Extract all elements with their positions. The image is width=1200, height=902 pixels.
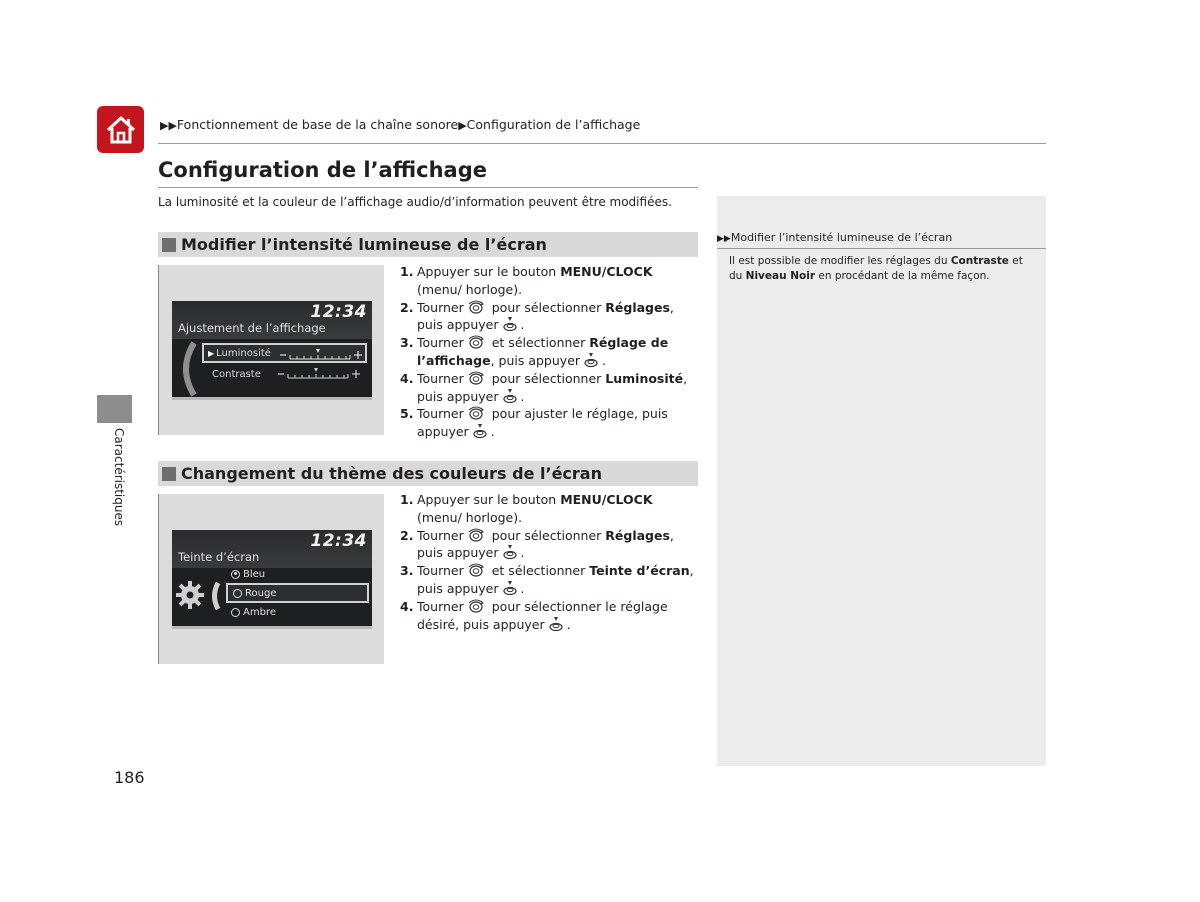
step-number: 5. [400,406,414,422]
display-screen [172,301,372,400]
step-item [400,562,698,598]
step-text: pour sélectionner [487,299,606,315]
step-text: Tourner [417,563,464,579]
theme-option-rouge[interactable] [226,583,369,603]
sidebar-bold-text: Contraste [950,255,1009,267]
section-square-icon [162,238,176,252]
chapter-label: Caractéristiques [112,428,126,527]
step-text: . [520,580,525,596]
sidebar-text: en procédant de la même façon. [815,270,990,282]
step-item [400,405,698,441]
rotate-knob-icon [467,562,485,578]
step-text: Tourner [417,299,464,315]
sidebar-body [729,254,1034,284]
section-title: Modifier l’intensité lumineuse de l’écran [181,235,547,254]
sidebar-text: Il est possible de modifier les réglages du [729,255,951,267]
display-clock: 12:34 [310,531,367,551]
chapter-tab[interactable] [97,395,132,423]
step-text: et sélectionner [487,335,590,351]
step-bold-text: Luminosité [605,370,684,386]
push-knob-icon [548,616,564,632]
step-number: 4. [400,598,414,614]
display-clock: 12:34 [310,302,367,322]
step-number: 2. [400,299,414,315]
radio-icon [233,589,242,598]
step-text: et sélectionner [487,563,590,579]
step-text: , puis appuyer [417,527,674,561]
breadcrumb [160,117,640,132]
dial-arc-icon [176,341,198,397]
step-bold-text: Teinte d’écran [589,563,690,579]
display-bottom-bar [172,626,372,629]
contrast-slider[interactable] [278,367,363,381]
step-text: , puis appuyer [417,299,674,333]
section-header-brightness [158,232,698,257]
radio-selected-icon [231,570,240,579]
display-title: Ajustement de l’affichage [178,321,326,335]
rotate-knob-icon [467,598,485,614]
step-item [400,299,698,335]
step-item [400,263,698,299]
breadcrumb-current: Configuration de l’affichage [466,117,641,132]
dial-arc-icon [210,582,222,610]
steps-list-color-theme [400,491,698,633]
step-text: . [520,388,525,404]
push-knob-icon [502,388,518,404]
gear-icon [175,580,205,610]
step-item [400,370,698,406]
contrast-row[interactable] [202,364,367,384]
rotate-knob-icon [467,334,485,350]
home-button[interactable] [97,106,144,153]
display-title: Teinte d’écran [178,550,260,564]
step-item [400,527,698,563]
rotate-knob-icon [467,405,485,421]
section-header-color-theme [158,461,698,486]
step-text: . [520,317,525,333]
brightness-label: Luminosité [216,347,271,359]
display-screen [172,530,372,629]
page-title: Configuration de l’affichage [158,158,487,182]
push-knob-icon [583,352,599,368]
step-number: 1. [400,264,414,279]
step-text: , puis appuyer [417,563,694,596]
sidebar-heading-text: Modifier l’intensité lumineuse de l’écran [730,231,953,244]
sidebar-heading[interactable] [717,231,1046,249]
step-text: (menu/ horloge). [417,281,523,297]
section-title: Changement du thème des couleurs de l’écran [181,464,602,483]
theme-option-ambre[interactable] [226,602,369,622]
step-text: . [566,616,571,632]
step-number: 2. [400,527,414,543]
step-number: 1. [400,492,414,507]
theme-option-label: Rouge [245,587,277,599]
step-text: , puis appuyer [490,352,581,368]
contrast-label: Contraste [212,368,261,380]
rotate-knob-icon [467,370,485,386]
step-text: Tourner [417,370,464,386]
step-text: Appuyer sur le bouton [417,264,561,279]
brightness-row[interactable] [202,343,367,363]
push-knob-icon [502,580,518,596]
reference-marker-icon: ▶▶ [717,234,731,244]
push-knob-icon [472,423,488,439]
step-bold-text: Réglage de l’affichage [417,335,669,368]
step-bold-text: MENU/CLOCK [560,264,653,279]
step-number: 4. [400,370,414,386]
step-text: Appuyer sur le bouton [417,492,561,507]
breadcrumb-separator: ▶ [458,119,467,132]
step-bold-text: MENU/CLOCK [560,492,653,507]
sidebar-text: et du [729,255,1023,282]
theme-option-label: Ambre [243,606,276,618]
step-text: . [520,545,525,561]
screen-illustration-brightness [158,265,384,435]
title-divider [158,187,698,188]
page-number: 186 [114,768,145,787]
rotate-knob-icon [467,299,485,315]
sidebar-note [717,196,1046,766]
home-icon [104,113,138,147]
step-text: Tourner [417,527,464,543]
screen-illustration-color-theme [158,494,384,664]
step-text: . [602,352,607,368]
push-knob-icon [502,544,518,560]
step-text: (menu/ horloge). [417,509,523,525]
step-text: Tourner [417,598,464,614]
push-knob-icon [502,316,518,332]
step-text: pour sélectionner [487,370,606,386]
sidebar-bold-text: Niveau Noir [745,270,816,282]
rotate-knob-icon [467,527,485,543]
theme-option-bleu[interactable] [226,564,369,584]
step-item [400,598,698,634]
breadcrumb-link-chaine-sonore[interactable]: Fonctionnement de base de la chaîne sonore [176,117,459,132]
step-bold-text: Réglages [605,299,670,315]
top-divider [158,143,1046,144]
step-text: , puis appuyer [417,370,688,404]
selection-pointer-icon: ▶ [208,348,215,358]
step-text: pour sélectionner le réglage désiré, puis appuyer [417,598,668,632]
step-item [400,334,698,370]
step-item [400,491,698,527]
step-text: . [490,424,495,440]
step-text: Tourner [417,406,464,422]
step-bold-text: Réglages [605,527,670,543]
steps-list-brightness [400,263,698,441]
intro-text: La luminosité et la couleur de l’affichage audio/d’information peuvent être modifiées. [158,195,672,209]
brightness-slider[interactable] [280,348,365,362]
step-text: pour ajuster le réglage, puis appuyer [417,406,668,440]
breadcrumb-marker: ▶▶ [160,119,177,132]
step-number: 3. [400,563,414,579]
step-text: pour sélectionner [487,527,606,543]
section-square-icon [162,467,176,481]
theme-option-label: Bleu [243,568,266,580]
display-bottom-bar [172,397,372,400]
step-text: Tourner [417,335,464,351]
radio-icon [231,608,240,617]
step-number: 3. [400,335,414,351]
